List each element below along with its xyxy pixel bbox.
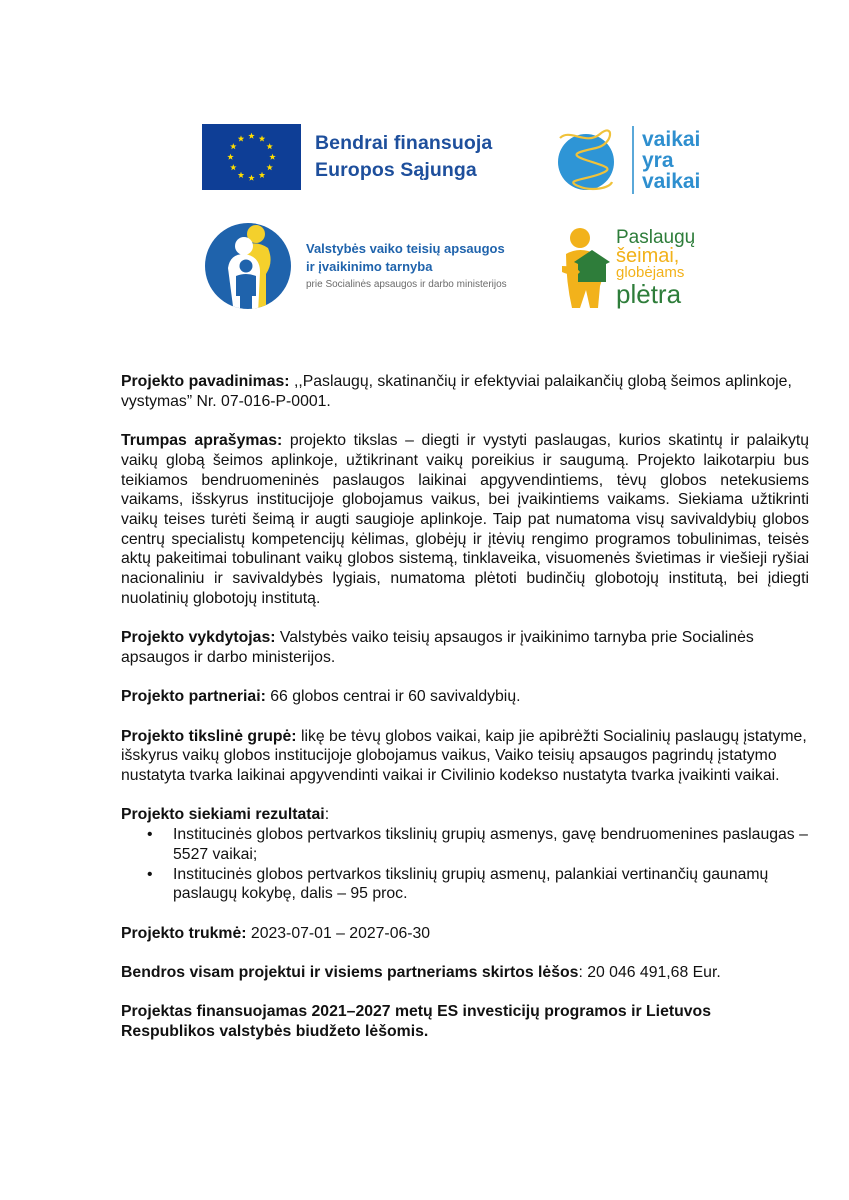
duration-label: Projekto trukmė: xyxy=(121,924,247,942)
eu-star-icon xyxy=(230,143,236,149)
results-heading xyxy=(121,805,809,825)
result-item-text: Institucinės globos pertvarkos tikslinių grupių asmenys, gavę bendruomenines paslaugas – 5527 vaikai; xyxy=(173,826,808,863)
logo-divider xyxy=(632,126,634,194)
eu-star-icon xyxy=(269,154,275,160)
vyv-line3: vaikai xyxy=(642,169,701,193)
vyv-line2: yra xyxy=(642,148,674,172)
executor-text: Valstybės vaiko teisių apsaugos ir įvaikinimo tarnyba prie Socialinės apsaugos ir darbo ministerijos. xyxy=(121,629,754,666)
description-label: Trumpas aprašymas: xyxy=(121,432,283,450)
description-paragraph xyxy=(121,431,809,608)
results-section xyxy=(121,805,809,904)
eu-star-icon xyxy=(227,154,233,160)
results-colon: : xyxy=(324,806,330,824)
result-item xyxy=(147,825,809,864)
logo-header xyxy=(0,0,849,330)
child-rights-agency-logo xyxy=(204,222,507,310)
target-group-text: likę be tėvų globos vaikai, kaip jie apibrėžti Socialinių paslaugų įstatyme, išskyrus vaikų globos institucijoje globojamus vaikus, Vaiko teisių apsaugos pagrindų įstatymo nustatyta tvarka laikinai apgyvendinti vaikai ir Civilinio kodekso nustatyta tvarka įvaikinti vaikai. xyxy=(121,727,807,784)
partners-text: 66 globos centrai ir 60 savivaldybių. xyxy=(265,688,521,706)
eu-star-icon xyxy=(266,143,272,149)
eu-star-icon xyxy=(230,164,236,170)
family-figures-icon xyxy=(204,222,292,310)
agency-ministry-line: prie Socialinės apsaugos ir darbo ministerijos xyxy=(306,278,507,290)
results-list xyxy=(121,825,809,904)
project-title-paragraph xyxy=(121,372,809,411)
eu-star-icon xyxy=(248,133,254,139)
project-title-label: Projekto pavadinimas: xyxy=(121,373,290,390)
partners-paragraph xyxy=(121,687,809,707)
paslaugu-seimai-logo xyxy=(556,226,695,310)
pse-line3: globėjams xyxy=(616,264,685,281)
agency-name-line2: ir įvaikinimo tarnyba xyxy=(306,258,433,274)
result-item-text: Institucinės globos pertvarkos tikslinių grupių asmenų, palankiai vertinančių gaunamų paslaugų kokybę, dalis – 95 proc. xyxy=(173,865,769,903)
globe-icon xyxy=(556,124,620,196)
eu-logo-line1: Bendrai finansuoja xyxy=(315,132,493,154)
paslaugu-seimai-text xyxy=(616,228,695,308)
bullet-icon: • xyxy=(147,865,153,883)
funds-paragraph xyxy=(121,963,809,983)
eu-logo-text xyxy=(315,130,492,184)
vaikai-yra-vaikai-text xyxy=(642,129,700,192)
financing-text: Projektas finansuojamas 2021–2027 metų ES investicijų programos ir Lietuvos Respublikos valstybės biudžeto lėšomis. xyxy=(121,1003,711,1041)
financing-paragraph xyxy=(121,1002,809,1041)
eu-star-icon xyxy=(259,172,265,178)
funds-label: Bendros visam projektui ir visiems partneriams skirtos lėšos xyxy=(121,963,579,981)
executor-label: Projekto vykdytojas: xyxy=(121,629,276,647)
result-item xyxy=(147,865,809,904)
description-text: projekto tikslas – diegti ir vystyti paslaugas, kurios skatintų ir palaikytų vaikų globą šeimos aplinkoje, užtikrinant vaikų poreikius ir saugumą. Projekto laikotarpiu bus teikiamos bendruomeninės paslaugos laikinai apgyvendintiems, tėvų globos netekusiems vaikams, išskyrus institucijoje globojamus vaikus, bei įvaikintiems vaikams. Siekiama užtikrinti vaikų teises turėti šeimą ir augti saugioje aplinkoje. Taip pat numatoma visų savivaldybių globos centrų specialistų kompetencijų kėlimas, globėjų ir įtėvių rengimo programos tobulinimas, teisės aktų pakeitimai tobulinant vaikų globos sistemą, tinklaveika, visuomenės švietimas ir viešieji ryšiai nacionaliniu ir savivaldybės lygiais, numatoma plėtoti budinčių globotojų institutą, bei įdiegti nuolatinių globotojų institutą. xyxy=(121,432,810,607)
duration-text: 2023-07-01 – 2027-06-30 xyxy=(246,924,431,942)
person-holding-house-icon xyxy=(556,226,614,310)
partners-label: Projekto partneriai: xyxy=(121,688,266,706)
project-info-document xyxy=(121,372,809,1061)
vaikai-yra-vaikai-logo xyxy=(556,124,700,196)
agency-logo-text xyxy=(306,240,507,293)
agency-name-line1: Valstybės vaiko teisių apsaugos xyxy=(306,240,505,256)
pse-line4: plėtra xyxy=(616,279,682,309)
target-group-paragraph xyxy=(121,727,809,786)
vyv-line1: vaikai xyxy=(642,127,701,151)
eu-star-icon xyxy=(248,175,254,181)
eu-cofunded-logo xyxy=(202,124,492,190)
target-group-label: Projekto tikslinė grupė: xyxy=(121,727,297,745)
duration-paragraph xyxy=(121,924,809,944)
pse-line1: Paslaugų xyxy=(616,227,696,248)
project-title-text: ,,Paslaugų, skatinančių ir efektyviai palaikančių globą šeimos aplinkoje, vystymas” Nr. 07-016-P-0001. xyxy=(121,373,792,410)
eu-star-icon xyxy=(238,172,244,178)
executor-paragraph xyxy=(121,628,809,667)
pse-line2: šeimai, xyxy=(616,245,680,267)
eu-star-icon xyxy=(266,164,272,170)
eu-star-icon xyxy=(238,135,244,141)
funds-text: : 20 046 491,68 Eur. xyxy=(578,963,721,981)
eu-logo-line2: Europos Sąjunga xyxy=(315,159,477,181)
results-label: Projekto siekiami rezultatai xyxy=(121,806,325,824)
eu-star-icon xyxy=(259,135,265,141)
bullet-icon: • xyxy=(147,826,153,844)
eu-flag-icon xyxy=(202,124,301,190)
